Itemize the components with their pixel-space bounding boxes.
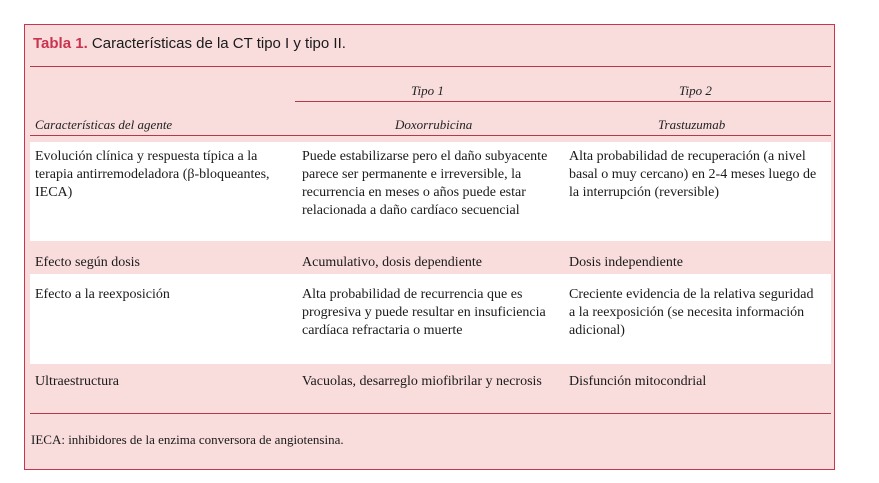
row-1-characteristic: Evolución clínica y respuesta típica a la terapia antirremodeladora (β-bloqueantes, IECA) [35, 149, 270, 200]
row-3-characteristic: Efecto a la reexposición [35, 287, 170, 302]
table-bottom-rule [30, 413, 831, 414]
column-header-doxorrubicina: Doxorrubicina [395, 117, 473, 132]
caption-rule [30, 66, 831, 67]
group-header-tipo-2: Tipo 2 [679, 83, 712, 98]
group-rule [295, 101, 831, 102]
group-header-tipo-1: Tipo 1 [411, 83, 444, 98]
row-3-type-1: Alta probabilidad de recurrencia que es progresiva y puede resultar en insuficiencia cardíaca refractaria o muerte [302, 287, 546, 338]
row-4-type-2: Disfunción mitocondrial [569, 374, 707, 389]
table-caption [33, 35, 346, 52]
table-frame [24, 24, 835, 470]
row-3-type-2: Creciente evidencia de la relativa seguridad a la reexposición (se necesita información adicional) [569, 287, 814, 338]
row-4-characteristic: Ultraestructura [35, 374, 119, 389]
row-2-type-2: Dosis independiente [569, 255, 683, 270]
row-1-type-2: Alta probabilidad de recuperación (a nivel basal o muy cercano) en 2-4 meses luego de la interrupción (reversible) [569, 149, 817, 200]
row-2-type-1: Acumulativo, dosis dependiente [302, 255, 483, 270]
row-4-type-1: Vacuolas, desarreglo miofibrilar y necrosis [302, 374, 542, 389]
row-1-type-1: Puede estabilizarse pero el daño subyacente parece ser permanente e irreversible, la recurrencia en meses o años puede estar relacionada a daño cardíaco secuencial [302, 149, 548, 218]
row-2-characteristic: Efecto según dosis [35, 255, 140, 270]
header-rule [30, 135, 831, 136]
column-header-trastuzumab: Trastuzumab [658, 117, 726, 132]
footnote: IECA: inhibidores de la enzima conversora de angiotensina. [31, 432, 344, 447]
column-header-agent: Características del agente [35, 117, 173, 132]
table-title: Características de la CT tipo I y tipo II. [91, 35, 346, 52]
table-label: Tabla 1. [33, 35, 88, 52]
